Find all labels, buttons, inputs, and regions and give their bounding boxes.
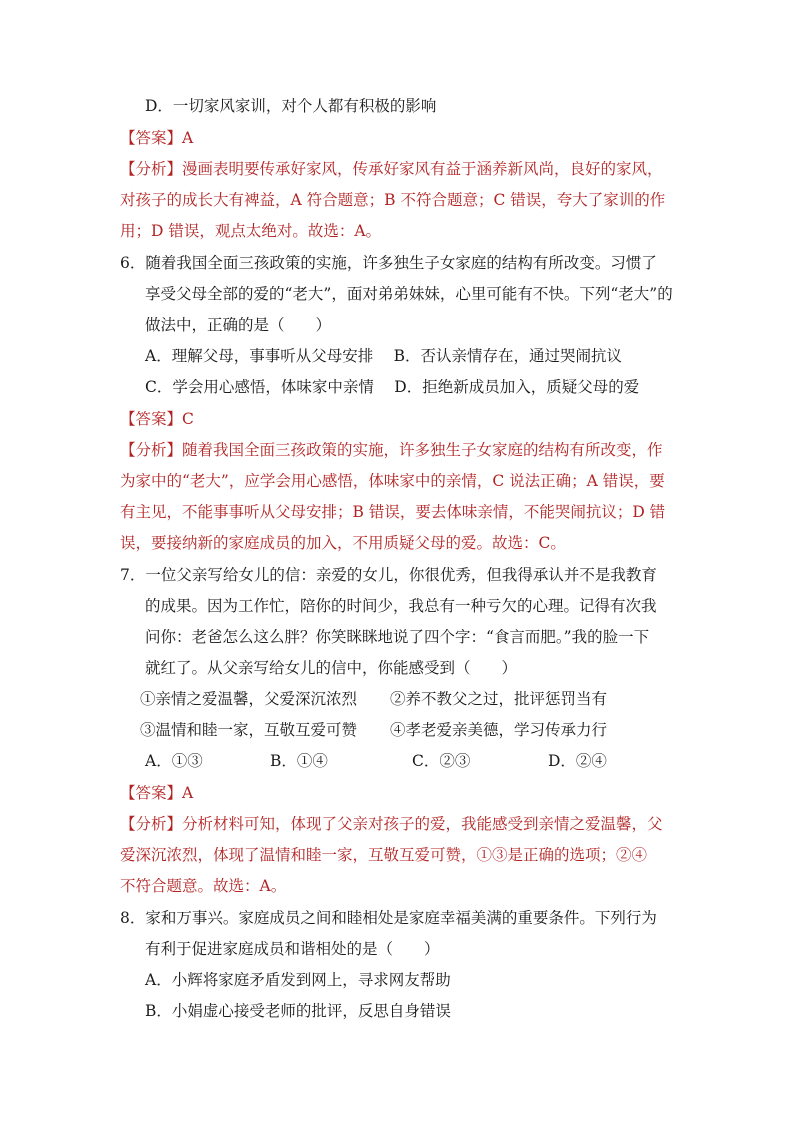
question-7-line3: 问你：老爸怎么这么胖？你笑眯眯地说了四个字：“食言而肥。”我的脸一下 [145,628,650,646]
analysis-q5-line3: 用；D 错误，观点太绝对。故选：A。 [120,222,382,240]
answer-value: A [182,129,194,147]
answer-q7 [120,782,193,804]
question-6-line2: 享受父母全部的爱的“老大”，面对弟弟妹妹，心里可能有不快。下列“老大”的 [145,285,673,303]
options-q6-cd: C．学会用心感悟，体味家中亲情 D．拒绝新成员加入，质疑父母的爱 [145,378,640,396]
statement-3: ③温情和睦一家，互敬互爱可赞 [140,721,358,739]
option-a-q8: A．小辉将家庭矛盾发到网上，寻求网友帮助 [145,971,451,989]
question-6: 6．随着我国全面三孩政策的实施，许多独生子女家庭的结构有所改变。习惯了 [120,254,657,272]
statement-1: ①亲情之爱温馨，父爱深沉浓烈 [140,690,358,708]
answer-tag: 【答案】 [120,410,183,428]
analysis-q6-line2: 为家中的“老大”，应学会用心感悟，体味家中的亲情，C 说法正确；A 错误，要 [120,472,665,490]
analysis-text: 分析材料可知，体现了父亲对孩子的爱，我能感受到亲情之爱温馨，父 [182,815,663,833]
question-7-line2: 的成果。因为工作忙，陪你的时间少，我总有一种亏欠的心理。记得有次我 [145,597,657,615]
analysis-q5 [120,158,663,180]
analysis-q6-line3: 有主见，不能事事听从父母安排；B 错误，要去体味亲情，不能哭闹抗议；D 错 [120,503,666,521]
analysis-q6-line4: 误，要接纳新的家庭成员的加入，不用质疑父母的爱。故选：C。 [120,534,566,552]
question-7: 7．一位父亲写给女儿的信：亲爱的女儿，你很优秀，但我得承认并不是我教育 [120,566,657,584]
question-8: 8．家和万事兴。家庭成员之间和睦相处是家庭幸福美满的重要条件。下列行为 [120,909,657,927]
analysis-q7-line2: 爱深沉浓烈，体现了温情和睦一家，互敬互爱可赞，①③是正确的选项；②④ [120,846,648,864]
option-d-q7: D．②④ [548,752,607,770]
analysis-tag: 【分析】 [120,160,183,178]
analysis-text: 随着我国全面三孩政策的实施，许多独生子女家庭的结构有所改变，作 [182,441,663,459]
question-8-line2: 有利于促进家庭成员和谐相处的是（ ） [145,940,440,958]
answer-value: C [182,410,194,428]
answer-value: A [182,784,194,802]
analysis-q5-line2: 对孩子的成长大有裨益，A 符合题意；B 不符合题意；C 错误，夸大了家训的作 [120,191,666,209]
answer-q6 [120,408,194,430]
statement-4: ④孝老爱亲美德，学习传承力行 [390,721,608,739]
analysis-tag: 【分析】 [120,815,183,833]
option-b-q7: B．①④ [270,752,328,770]
option-d-q5: D．一切家风家训，对个人都有积极的影响 [145,97,437,115]
analysis-tag: 【分析】 [120,441,183,459]
answer-q5 [120,127,193,149]
question-6-line3: 做法中，正确的是（ ） [145,316,332,334]
option-a-q7: A．①③ [145,752,203,770]
statement-2: ②养不教父之过，批评惩罚当有 [390,690,608,708]
analysis-q6 [120,439,663,461]
analysis-q7-line3: 不符合题意。故选：A。 [120,877,287,895]
option-b-q8: B．小娟虚心接受老师的批评，反思自身错误 [145,1002,451,1020]
options-q6-ab: A．理解父母，事事听从父母安排 B．否认亲情存在，通过哭闹抗议 [145,347,623,365]
option-c-q7: C．②③ [412,752,471,770]
question-7-line4: 就红了。从父亲写给女儿的信中，你能感受到（ ） [145,659,518,677]
answer-tag: 【答案】 [120,784,183,802]
analysis-text: 漫画表明要传承好家风，传承好家风有益于涵养新风尚，良好的家风， [182,160,663,178]
analysis-q7 [120,813,663,835]
answer-tag: 【答案】 [120,129,183,147]
